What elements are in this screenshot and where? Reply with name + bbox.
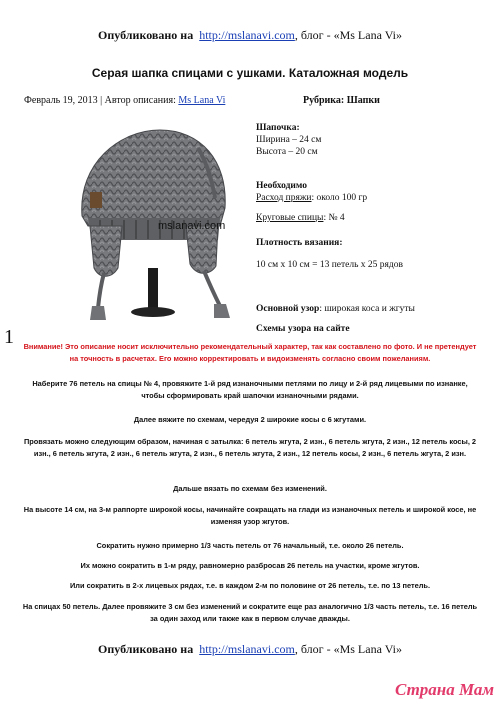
hat-height: Высота – 20 см	[256, 147, 318, 157]
paragraph-9: На спицах 50 петель. Далее провяжите 3 см без изменений и сократите еще раз аналогично 1/3 часть петель, т.е. 16 петель за один заход или также как в первом случае дважды.	[22, 602, 478, 623]
paragraph-6: Сократить нужно примерно 1/3 часть петель от 76 начальный, т.е. около 26 петель.	[96, 541, 404, 550]
hat-label: Шапочка:	[256, 123, 300, 133]
site-link[interactable]: http://mslanavi.com	[199, 28, 295, 42]
needles-value: : № 4	[323, 213, 345, 223]
pattern-value: : широкая коса и жгуты	[319, 304, 415, 314]
paragraph-3: Провязать можно следующим образом, начиная с затылка: 6 петель жгута, 2 изн., 6 петель жгута, 2 изн., 12 петель косы, 2 изн., 6 петель жгута, 2 изн., 6 петель жгута, 2 изн., 6 петель жгута, 2 изн., 12 петель косы, 2 изн., 6 петель жгута, 2 изн.	[23, 437, 477, 458]
article-title: Серая шапка спицами с ушками. Каталожная модель	[91, 66, 409, 80]
yarn-value: : около 100 гр	[311, 193, 368, 203]
site-link-footer[interactable]: http://mslanavi.com	[199, 642, 295, 656]
article-meta	[24, 95, 225, 106]
pattern-line	[256, 303, 415, 315]
needles-label: Круговые спицы	[256, 213, 324, 223]
pattern-label: Основной узор	[256, 304, 320, 314]
paragraph-8: Или сократить в 2-х лицевых рядах, т.е. в каждом 2-м по половине от 26 петель, т.е. по 13 петель.	[69, 581, 431, 590]
paragraph-1: Наберите 76 петель на спицы № 4, провяжите 1-й ряд изнаночными петлями по лицу и 2-й ряд лицевыми по изнанке, чтобы сформировать край шапочки изнаночными рядами.	[32, 379, 468, 400]
hat-photo	[60, 108, 250, 323]
site-watermark: Страна Мам	[394, 680, 494, 699]
date-author: Февраль 19, 2013 | Автор описания:	[24, 95, 176, 106]
yarn-label: Расход пряжи	[256, 193, 312, 203]
page-number: 1	[4, 326, 14, 348]
warning-paragraph: Внимание! Это описание носит исключительно рекомендательный характер, так как составлено по фото. И не претендует на точность в расчетах. Его можно корректировать и видоизменять согласно своим пожеланиям.	[23, 342, 477, 363]
yarn-line	[256, 192, 367, 204]
published-suffix-footer: , блог - «Ms Lana Vi»	[294, 642, 402, 656]
density-value: 10 см х 10 см = 13 петель х 25 рядов	[256, 260, 403, 270]
photo-watermark: mslanavi.com	[158, 220, 226, 232]
needles-line	[256, 212, 345, 224]
paragraph-4: Дальше вязать по схемам без изменений.	[173, 484, 327, 493]
published-footer	[0, 642, 500, 657]
paragraph-7: Их можно сократить в 1-м ряду, равномерно разбросав 26 петель на участки, кроме жгутов.	[80, 561, 420, 570]
published-prefix: Опубликовано на	[98, 28, 194, 42]
published-suffix: , блог - «Ms Lana Vi»	[294, 28, 402, 42]
published-header	[0, 28, 500, 43]
author-link[interactable]: Ms Lana Vi	[178, 95, 226, 106]
needed-label: Необходимо	[256, 181, 307, 191]
hat-width: Ширина – 24 см	[256, 135, 322, 145]
paragraph-5: На высоте 14 см, на 3-м раппорте широкой косы, начинайте сокращать на глади из изнаночных петель и широкой косе, не изменяя узор жгутов.	[23, 505, 477, 526]
schemes-label: Схемы узора на сайте	[256, 324, 350, 334]
density-label: Плотность вязания:	[256, 238, 343, 248]
rubric: Рубрика: Шапки	[303, 95, 380, 106]
paragraph-2: Далее вяжите по схемам, чередуя 2 широкие косы с 6 жгутами.	[133, 415, 367, 424]
published-prefix-footer: Опубликовано на	[98, 642, 194, 656]
